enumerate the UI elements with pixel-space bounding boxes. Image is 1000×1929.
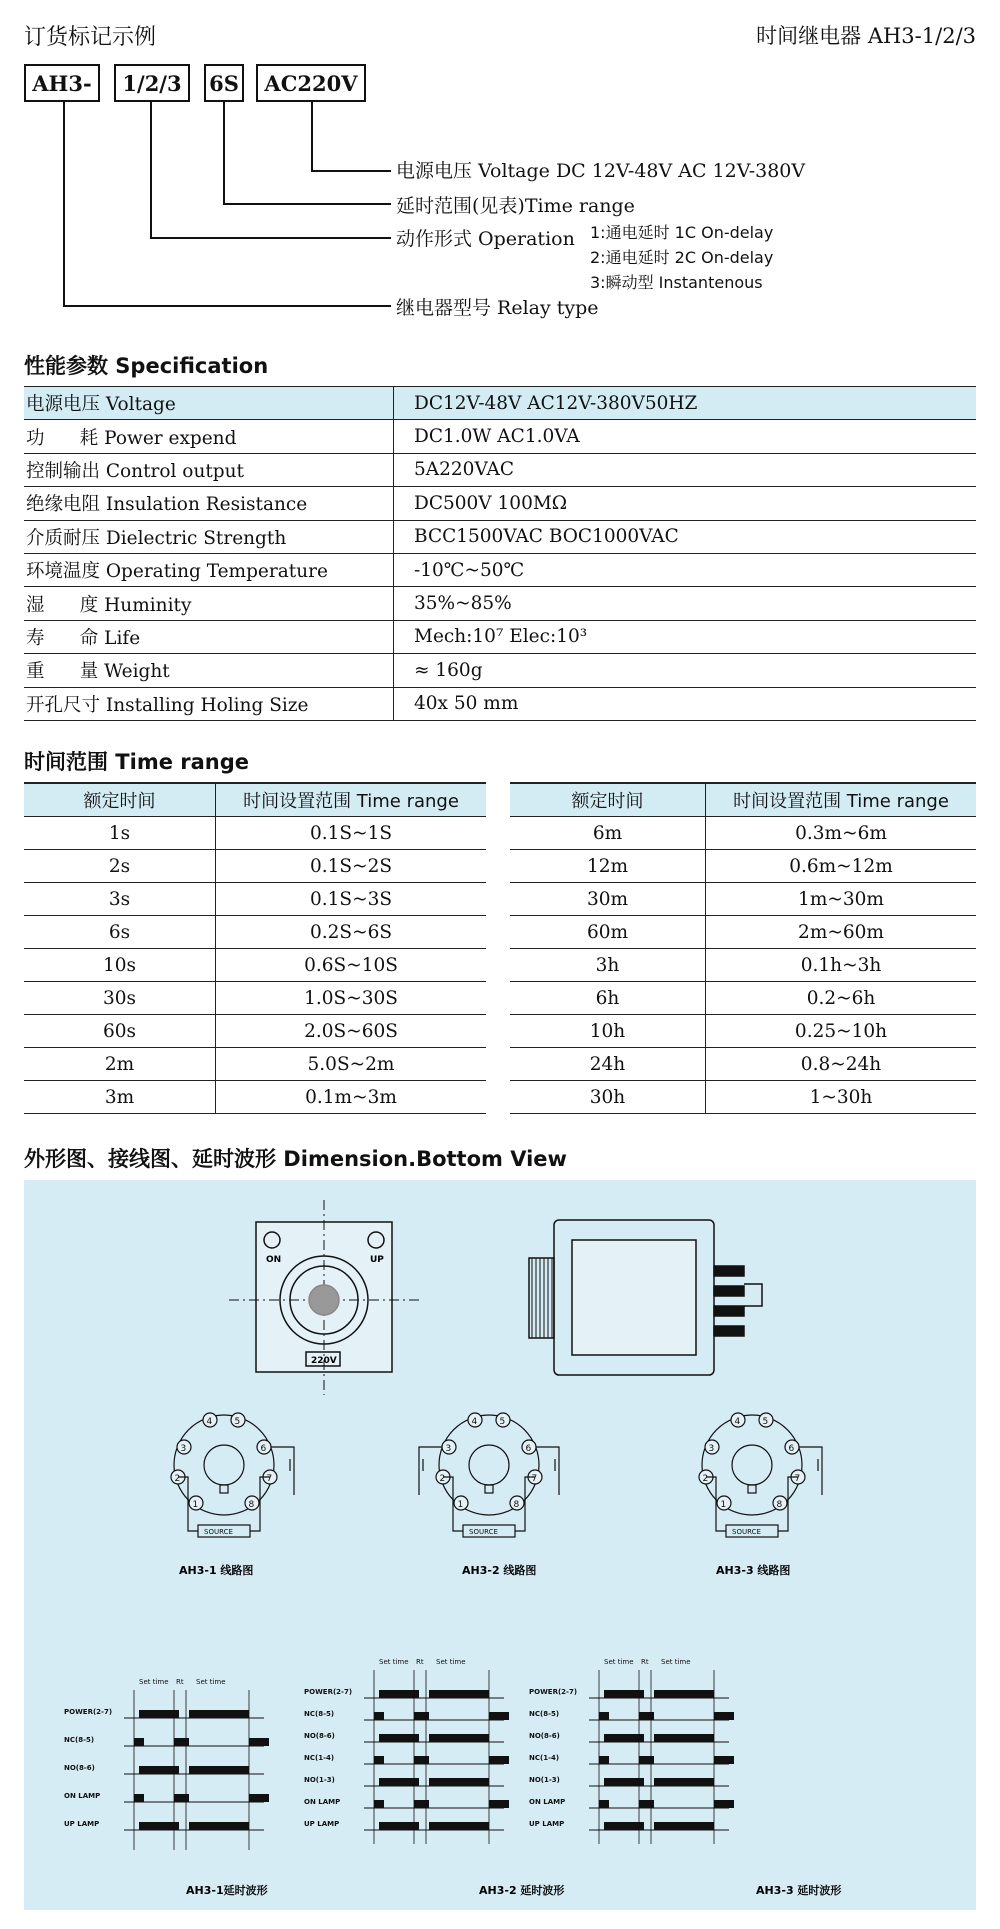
dimension-title: 外形图、接线图、延时波形 Dimension.Bottom View	[24, 1147, 567, 1171]
wave-row-label: UP LAMP	[304, 1820, 340, 1828]
rt-label: Rt	[176, 1678, 184, 1686]
spec-value: 5A220VAC	[414, 459, 515, 481]
rated-time-cell: 10s	[24, 949, 216, 981]
voltage-label: 电源电压 Voltage DC 12V-48V AC 12V-380V	[396, 160, 806, 182]
table-header-row	[24, 784, 486, 817]
pin-number: 3	[445, 1444, 452, 1454]
pin-number: 4	[206, 1417, 213, 1427]
pin-number: 2	[702, 1474, 709, 1484]
time-range-table-left	[24, 782, 486, 1114]
rated-time-cell: 3s	[24, 883, 216, 915]
table-row	[24, 420, 976, 453]
side-view	[529, 1220, 762, 1375]
dimension-panel	[24, 1180, 976, 1910]
code-box-operation: 1/2/3	[114, 64, 190, 102]
pin-number: 6	[525, 1444, 532, 1454]
rated-time-cell: 10h	[510, 1015, 706, 1047]
pin-number: 6	[260, 1444, 267, 1454]
table-row	[24, 521, 976, 554]
spec-value: DC1.0W AC1.0VA	[414, 426, 580, 448]
setting-range-header: 时间设置范围 Time range	[243, 791, 459, 812]
setting-range-cell: 0.6m~12m	[789, 855, 893, 877]
spec-value: DC12V-48V AC12V-380V50HZ	[414, 392, 698, 414]
front-up-label: UP	[370, 1255, 384, 1265]
wave-row-label: UP LAMP	[64, 1820, 100, 1828]
spec-key: 重 量 Weight	[24, 654, 394, 686]
pin-number: 7	[266, 1474, 273, 1484]
setting-range-cell: 0.6S~10S	[304, 954, 398, 976]
rated-time-cell: 6h	[510, 982, 706, 1014]
spec-key: 寿 命 Life	[24, 621, 394, 653]
rated-time-cell: 3m	[24, 1081, 216, 1113]
set-time-label: Set time	[139, 1678, 169, 1686]
setting-range-cell: 5.0S~2m	[307, 1053, 395, 1075]
table-row	[510, 883, 976, 916]
pin-number: 8	[513, 1500, 520, 1510]
wave-row-label: NO(1-3)	[304, 1776, 335, 1784]
table-row	[24, 554, 976, 587]
front-voltage-label: 220V	[311, 1356, 337, 1366]
spec-value: 35%~85%	[414, 593, 512, 615]
pin-number: 1	[457, 1500, 464, 1510]
pin-number: 5	[762, 1417, 769, 1427]
rated-time-cell: 3h	[510, 949, 706, 981]
wave-row-label: ON LAMP	[304, 1798, 341, 1806]
table-header-row	[510, 784, 976, 817]
pin-number: 2	[174, 1474, 181, 1484]
wave-row-label: NC(8-5)	[64, 1736, 95, 1744]
pin-number: 5	[234, 1417, 241, 1427]
pin-number: 1	[720, 1500, 727, 1510]
rated-time-cell: 2m	[24, 1048, 216, 1080]
time-range-label: 延时范围(见表)Time range	[396, 195, 635, 217]
rt-label: Rt	[416, 1658, 424, 1666]
rated-time-cell: 24h	[510, 1048, 706, 1080]
rated-time-cell: 60m	[510, 916, 706, 948]
set-time-label: Set time	[436, 1658, 466, 1666]
wave-row-label: POWER(2-7)	[64, 1708, 113, 1716]
spec-key: 湿 度 Huminity	[24, 587, 394, 619]
source-label: SOURCE	[732, 1528, 761, 1536]
table-row	[24, 1048, 486, 1081]
pin-number: 4	[471, 1417, 478, 1427]
table-row	[510, 1081, 976, 1114]
table-row	[24, 454, 976, 487]
setting-range-cell: 1~30h	[809, 1086, 873, 1108]
pin-number: 2	[439, 1474, 446, 1484]
table-row	[510, 850, 976, 883]
wave-caption: AH3-1延时波形	[186, 1884, 268, 1897]
pin-number: 1	[192, 1500, 199, 1510]
rated-time-cell: 30m	[510, 883, 706, 915]
table-row	[510, 1015, 976, 1048]
setting-range-cell: 1m~30m	[798, 888, 884, 910]
setting-range-cell: 0.2~6h	[806, 987, 876, 1009]
operation-label: 动作形式 Operation	[396, 228, 575, 250]
setting-range-cell: 0.1h~3h	[800, 954, 882, 976]
setting-range-cell: 0.1S~3S	[309, 888, 393, 910]
spec-key: 绝缘电阻 Insulation Resistance	[24, 487, 394, 519]
wiring-diagram	[699, 1413, 822, 1537]
spec-key: 控制输出 Control output	[24, 454, 394, 486]
wave-row-label: UP LAMP	[529, 1820, 565, 1828]
code-box-model: AH3-	[24, 64, 100, 102]
setting-range-cell: 2.0S~60S	[304, 1020, 398, 1042]
relay-type-label: 继电器型号 Relay type	[396, 297, 599, 319]
wave-row-label: NC(1-4)	[304, 1754, 335, 1762]
table-row	[510, 1048, 976, 1081]
setting-range-cell: 2m~60m	[798, 921, 884, 943]
source-label: SOURCE	[469, 1528, 498, 1536]
table-row	[24, 982, 486, 1015]
spec-table	[24, 387, 976, 721]
table-row	[24, 1015, 486, 1048]
time-range-table-right	[510, 782, 976, 1114]
setting-range-header: 时间设置范围 Time range	[733, 791, 949, 812]
pin-number: 4	[734, 1417, 741, 1427]
spec-value: -10℃~50℃	[414, 559, 525, 581]
time-range-title: 时间范围 Time range	[24, 750, 250, 774]
wave-row-label: ON LAMP	[529, 1798, 566, 1806]
pin-number: 5	[499, 1417, 506, 1427]
table-row	[24, 587, 976, 620]
operation-option: 1:通电延时 1C On-delay	[590, 223, 774, 242]
wiring-diagram	[419, 1413, 559, 1537]
spec-value: BCC1500VAC BOC1000VAC	[414, 526, 679, 548]
table-row	[510, 817, 976, 850]
pin-number: 7	[794, 1474, 801, 1484]
source-label: SOURCE	[204, 1528, 233, 1536]
table-row	[24, 688, 976, 721]
rated-time-cell: 1s	[24, 817, 216, 849]
wave-row-label: NO(1-3)	[529, 1776, 560, 1784]
wave-row-label: NO(8-6)	[64, 1764, 95, 1772]
spec-key: 介质耐压 Dielectric Strength	[24, 521, 394, 553]
rated-time-cell: 2s	[24, 850, 216, 882]
wave-caption: AH3-3 延时波形	[756, 1884, 842, 1897]
rated-time-cell: 6s	[24, 916, 216, 948]
spec-key: 电源电压 Voltage	[24, 387, 394, 419]
wiring-caption: AH3-3 线路图	[716, 1564, 791, 1577]
product-title: 时间继电器 AH3-1/2/3	[756, 24, 976, 48]
set-time-label: Set time	[379, 1658, 409, 1666]
wave-row-label: NO(8-6)	[529, 1732, 560, 1740]
spec-key: 开孔尺寸 Installing Holing Size	[24, 688, 394, 720]
pin-number: 7	[531, 1474, 538, 1484]
table-row	[24, 1081, 486, 1114]
pin-number: 6	[788, 1444, 795, 1454]
wave-row-label: NO(8-6)	[304, 1732, 335, 1740]
spec-value: 40x 50 mm	[414, 693, 519, 715]
operation-option: 3:瞬动型 Instantenous	[590, 273, 763, 292]
spec-key: 功 耗 Power expend	[24, 420, 394, 452]
table-row	[24, 487, 976, 520]
wiring-diagram	[171, 1413, 294, 1537]
rt-label: Rt	[641, 1658, 649, 1666]
spec-value: ≈ 160g	[414, 659, 483, 681]
rated-time-header: 额定时间	[510, 784, 706, 816]
spec-value: Mech:10⁷ Elec:10³	[414, 626, 588, 648]
setting-range-cell: 0.1S~2S	[309, 855, 393, 877]
pin-number: 3	[180, 1444, 187, 1454]
wave-row-label: POWER(2-7)	[529, 1688, 578, 1696]
table-row	[24, 817, 486, 850]
setting-range-cell: 0.8~24h	[800, 1053, 882, 1075]
rated-time-cell: 12m	[510, 850, 706, 882]
timing-waveform	[304, 1658, 509, 1844]
rated-time-header: 额定时间	[24, 784, 216, 816]
table-row	[24, 883, 486, 916]
order-example-title: 订货标记示例	[24, 25, 157, 50]
pin-number: 3	[708, 1444, 715, 1454]
rated-time-cell: 60s	[24, 1015, 216, 1047]
wave-row-label: NC(1-4)	[529, 1754, 560, 1762]
setting-range-cell: 0.1m~3m	[305, 1086, 397, 1108]
table-row	[510, 916, 976, 949]
setting-range-cell: 0.25~10h	[794, 1020, 888, 1042]
table-row	[510, 982, 976, 1015]
table-row	[24, 654, 976, 687]
table-row	[24, 387, 976, 420]
wave-row-label: NC(8-5)	[304, 1710, 335, 1718]
rated-time-cell: 30h	[510, 1081, 706, 1113]
table-row	[510, 949, 976, 982]
pin-number: 8	[248, 1500, 255, 1510]
front-on-label: ON	[266, 1255, 282, 1265]
setting-range-cell: 0.2S~6S	[309, 921, 393, 943]
rated-time-cell: 30s	[24, 982, 216, 1014]
spec-key: 环境温度 Operating Temperature	[24, 554, 394, 586]
wiring-caption: AH3-2 线路图	[462, 1564, 537, 1577]
wiring-caption: AH3-1 线路图	[179, 1564, 254, 1577]
rated-time-cell: 6m	[510, 817, 706, 849]
table-row	[24, 949, 486, 982]
code-box-time: 6S	[204, 64, 244, 102]
setting-range-cell: 0.1S~1S	[309, 822, 393, 844]
timing-waveform	[64, 1678, 269, 1850]
pin-number: 8	[776, 1500, 783, 1510]
table-row	[24, 850, 486, 883]
set-time-label: Set time	[661, 1658, 691, 1666]
spec-value: DC500V 100MΩ	[414, 492, 568, 514]
setting-range-cell: 1.0S~30S	[304, 987, 398, 1009]
wave-row-label: ON LAMP	[64, 1792, 101, 1800]
wave-row-label: POWER(2-7)	[304, 1688, 353, 1696]
wave-row-label: NC(8-5)	[529, 1710, 560, 1718]
operation-option: 2:通电延时 2C On-delay	[590, 248, 774, 267]
spec-title: 性能参数 Specification	[24, 354, 269, 378]
setting-range-cell: 0.3m~6m	[795, 822, 887, 844]
code-box-voltage: AC220V	[256, 64, 366, 102]
table-row	[24, 621, 976, 654]
table-row	[24, 916, 486, 949]
set-time-label: Set time	[604, 1658, 634, 1666]
wave-caption: AH3-2 延时波形	[479, 1884, 565, 1897]
timing-waveform	[529, 1658, 734, 1844]
set-time-label: Set time	[196, 1678, 226, 1686]
